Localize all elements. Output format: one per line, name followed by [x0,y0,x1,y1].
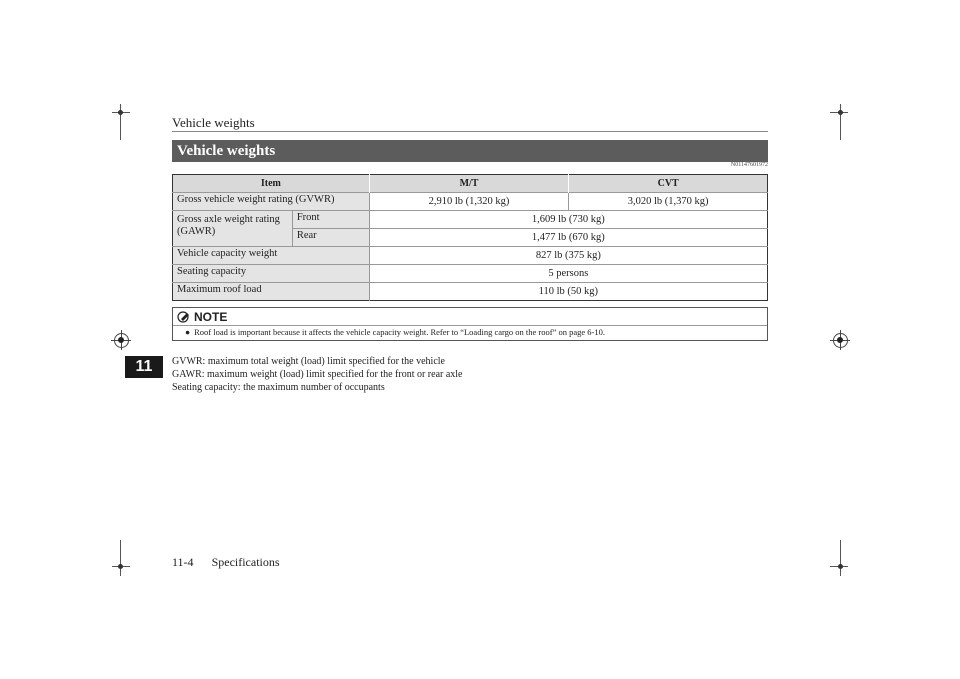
running-header: Vehicle weights [172,115,255,130]
gawr-rear-value: 1,477 lb (670 kg) [369,229,767,247]
chapter-tab: 11 [125,356,163,378]
gawr-front-value: 1,609 lb (730 kg) [369,211,767,229]
section-title: Vehicle weights [172,140,768,162]
row-label-gvwr: Gross vehicle weight rating (GVWR) [173,193,370,211]
gvwr-mt-value: 2,910 lb (1,320 kg) [369,193,569,211]
row-label-seating: Seating capacity [173,265,370,283]
page-number: 11-4 [172,555,194,569]
page-footer [172,555,280,570]
column-header-mt: M/T [369,175,569,193]
gvwr-cvt-value: 3,020 lb (1,370 kg) [569,193,768,211]
note-heading-label: NOTE [194,310,228,324]
registration-mark-left [111,330,131,350]
column-header-item: Item [173,175,370,193]
definition-seating: Seating capacity: the maximum number of occupants [172,382,385,393]
registration-mark-right [830,330,850,350]
note-text [185,327,605,337]
definition-gvwr: GVWR: maximum total weight (load) limit specified for the vehicle [172,356,445,367]
row-label-roof: Maximum roof load [173,283,370,301]
note-body: Roof load is important because it affects the vehicle capacity weight. Refer to “Loading cargo on the roof” on page 6-10. [194,327,605,337]
row-label-gawr: Gross axle weight rating (GAWR) [173,211,293,247]
definition-gawr: GAWR: maximum weight (load) limit specified for the front or rear axle [172,369,463,380]
note-heading [177,310,227,324]
roof-value: 110 lb (50 kg) [369,283,767,301]
table-header-row [173,175,768,193]
table-row [173,211,768,229]
column-header-cvt: CVT [569,175,768,193]
definitions [172,355,463,394]
capacity-value: 827 lb (375 kg) [369,247,767,265]
vehicle-weights-table [172,174,768,301]
bullet-icon: ● [185,327,191,337]
header-rule [172,131,768,132]
pencil-icon [177,311,191,323]
table-row [173,283,768,301]
gawr-front-label: Front [292,211,369,229]
table-row [173,247,768,265]
note-divider [173,325,767,326]
reference-code: N01147601972 [730,162,768,168]
note-box [172,307,768,341]
row-label-capacity: Vehicle capacity weight [173,247,370,265]
table-row [173,193,768,211]
chapter-name: Specifications [211,555,280,569]
seating-value: 5 persons [369,265,767,283]
gawr-rear-label: Rear [292,229,369,247]
table-row [173,265,768,283]
